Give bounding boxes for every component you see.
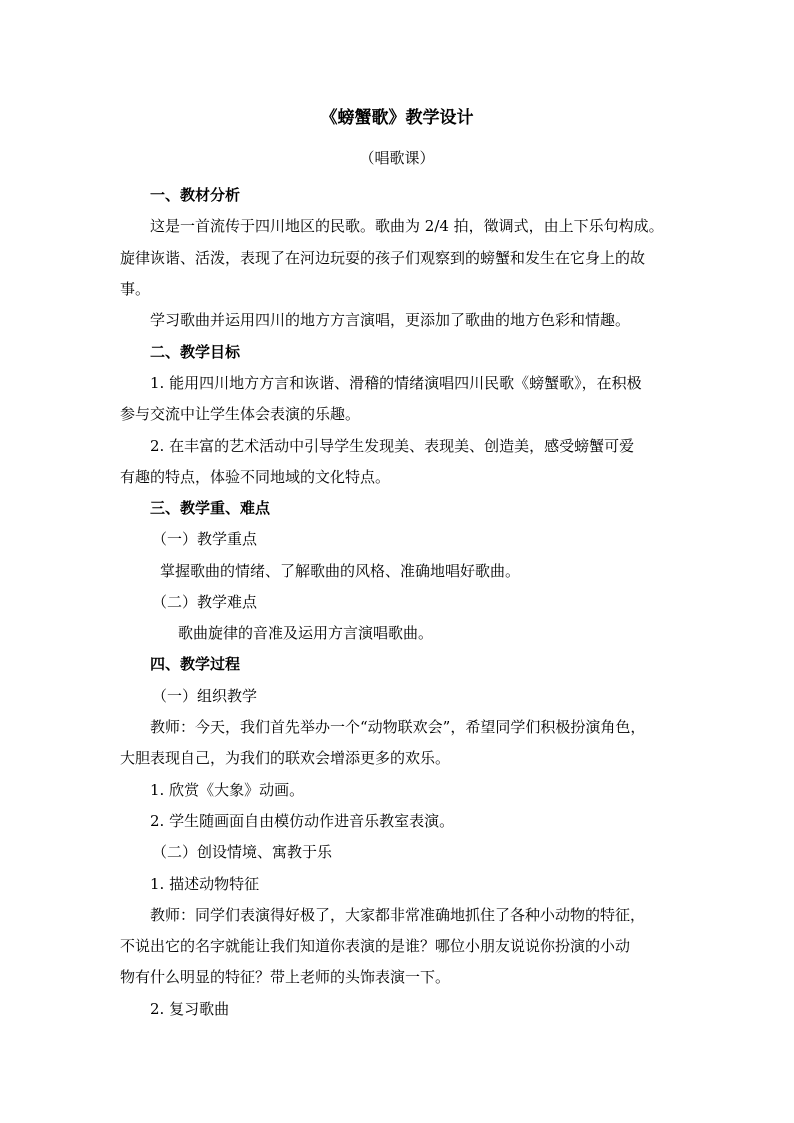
paragraph-line: 1. 欣赏《大象》动画。 (150, 781, 305, 799)
paragraph-line: 1. 能用四川地方方言和诙谐、滑稽的情绪演唱四川民歌《螃蟹歌》，在积极 (150, 374, 642, 392)
paragraph-line: 这是一首流传于四川地区的民歌。歌曲为 2/4 拍，徵调式，由上下乐句构成。 (150, 217, 664, 235)
paragraph-line: 教师：今天，我们首先举办一个“动物联欢会”，希望同学们积极扮演角色， (150, 718, 646, 736)
paragraph-line: 2. 学生随画面自由模仿动作进音乐教室表演。 (150, 812, 455, 830)
subsection-heading: （二）创设情境、寓教于乐 (152, 843, 333, 861)
paragraph-line: 事。 (120, 280, 151, 298)
paragraph-line: 歌曲旋律的音准及运用方言演唱歌曲。 (178, 624, 434, 642)
document-title: 《螃蟹歌》教学设计 (320, 108, 474, 128)
document-subtitle: （唱歌课） (359, 149, 435, 167)
paragraph-line: 1. 描述动物特征 (150, 875, 260, 893)
paragraph-line: 有趣的特点，体验不同地域的文化特点。 (120, 468, 391, 486)
section-heading-key-points: 三、教学重、难点 (150, 499, 271, 517)
subsection-heading: （一）教学重点 (152, 530, 258, 548)
paragraph-line: 2. 在丰富的艺术活动中引导学生发现美、表现美、创造美，感受螃蟹可爱 (150, 437, 635, 455)
section-heading-goals: 二、教学目标 (150, 343, 241, 361)
paragraph-line: 学习歌曲并运用四川的地方方言演唱，更添加了歌曲的地方色彩和情趣。 (150, 311, 631, 329)
paragraph-line: 不说出它的名字就能让我们知道你表演的是谁？哪位小朋友说说你扮演的小动 (120, 937, 631, 955)
paragraph-line: 2. 复习歌曲 (150, 1000, 230, 1018)
paragraph-line: 旋律诙谐、活泼，表现了在河边玩耍的孩子们观察到的螃蟹和发生在它身上的故 (120, 249, 646, 267)
paragraph-line: 参与交流中让学生体会表演的乐趣。 (120, 405, 361, 423)
paragraph-line: 教师：同学们表演得好极了，大家都非常准确地抓住了各种小动物的特征， (150, 906, 646, 924)
paragraph-line: 物有什么明显的特征？带上老师的头饰表演一下。 (120, 968, 451, 986)
paragraph-line: 掌握歌曲的情绪、了解歌曲的风格、准确地唱好歌曲。 (160, 562, 521, 580)
subsection-heading: （一）组织教学 (152, 687, 258, 705)
section-heading-process: 四、教学过程 (150, 655, 241, 673)
section-heading-analysis: 一、教材分析 (150, 186, 241, 204)
paragraph-line: 大胆表现自己，为我们的联欢会增添更多的欢乐。 (120, 749, 451, 767)
subsection-heading: （二）教学难点 (152, 593, 258, 611)
